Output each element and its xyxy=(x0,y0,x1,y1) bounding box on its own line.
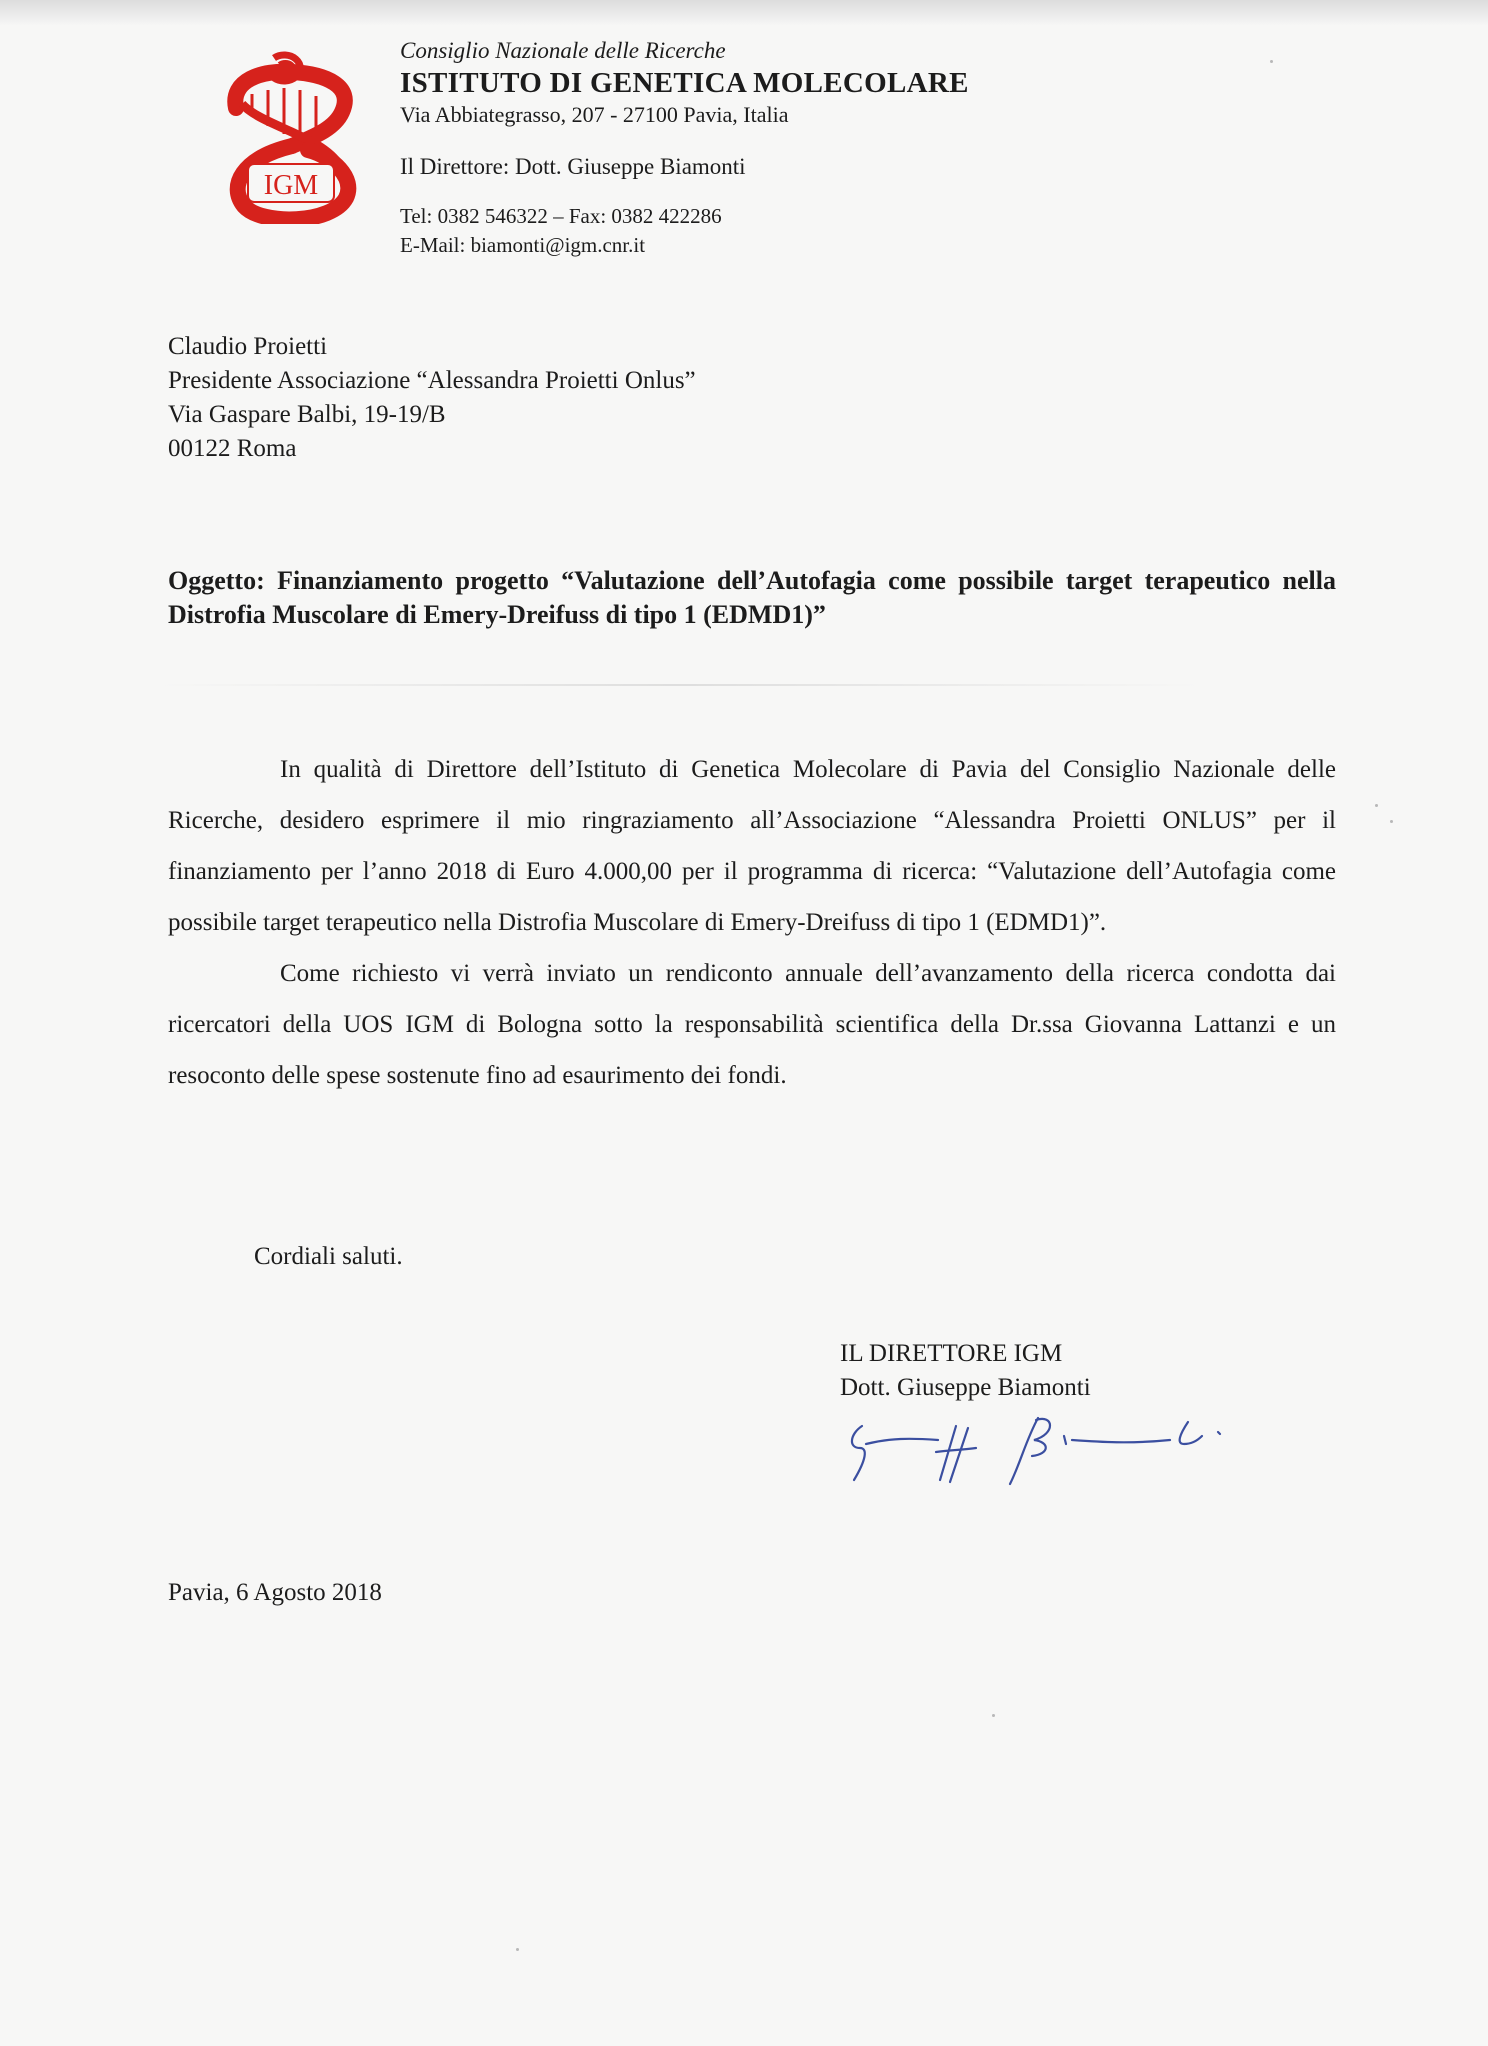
scan-speck xyxy=(1390,820,1393,823)
scan-speck xyxy=(1375,804,1378,807)
contact-phone: Tel: 0382 546322 – Fax: 0382 422286 xyxy=(400,204,722,228)
recipient-role: Presidente Associazione “Alessandra Proietti Onlus” xyxy=(168,367,696,394)
subject-label: Oggetto: xyxy=(168,566,265,595)
institute-name: ISTITUTO DI GENETICA MOLECOLARE xyxy=(400,67,969,99)
director-line: Il Direttore: Dott. Giuseppe Biamonti xyxy=(400,154,746,179)
recipient-city: 00122 Roma xyxy=(168,435,297,462)
letterhead xyxy=(400,36,1300,260)
subject-text: Finanziamento progetto “Valutazione dell’Autofagia come possibile target terapeutico nella Distrofia Muscolare di Emery-Dreifuss di tipo 1 (EDMD1)” xyxy=(168,566,1336,629)
subject-line xyxy=(168,564,1336,632)
scan-shadow xyxy=(0,0,1488,26)
igm-logo xyxy=(222,46,362,224)
letter-body xyxy=(168,744,1336,1101)
cnr-name: Consiglio Nazionale delle Ricerche xyxy=(400,38,726,63)
closing-salutation: Cordiali saluti. xyxy=(254,1243,403,1270)
scan-speck xyxy=(516,1948,519,1951)
recipient-address xyxy=(168,330,696,466)
date-place: Pavia, 6 Agosto 2018 xyxy=(168,1579,382,1606)
body-paragraph: In qualità di Direttore dell’Istituto di Genetica Molecolare di Pavia del Consiglio Nazionale delle Ricerche, desidero esprimere il mio ringraziamento all’Associazione “Alessandra Proietti ONLUS” per il finanziamento per l’anno 2018 di Euro 4.000,00 per il programma di ricerca: “Valutazione dell’Autofagia come possibile target terapeutico nella Distrofia Muscolare di Emery-Dreifuss di tipo 1 (EDMD1)”. xyxy=(168,756,1336,936)
institute-address: Via Abbiategrasso, 207 - 27100 Pavia, Italia xyxy=(400,102,789,127)
signatory-block xyxy=(840,1337,1091,1405)
scan-artifact-line xyxy=(160,684,1200,686)
signatory-title: IL DIRETTORE IGM xyxy=(840,1340,1063,1367)
handwritten-signature xyxy=(840,1404,1240,1494)
recipient-street: Via Gaspare Balbi, 19-19/B xyxy=(168,401,446,428)
scan-speck xyxy=(992,1714,995,1717)
recipient-name: Claudio Proietti xyxy=(168,333,328,360)
scan-speck xyxy=(1270,60,1273,63)
contact-email: E-Mail: biamonti@igm.cnr.it xyxy=(400,233,646,257)
logo-text: IGM xyxy=(263,170,319,201)
body-paragraph: Come richiesto vi verrà inviato un rendiconto annuale dell’avanzamento della ricerca condotta dai ricercatori della UOS IGM di Bologna sotto la responsabilità scientifica della Dr.ssa Giovanna Lattanzi e un resoconto delle spese sostenute fino ad esaurimento dei fondi. xyxy=(168,960,1336,1089)
signatory-name: Dott. Giuseppe Biamonti xyxy=(840,1374,1091,1401)
